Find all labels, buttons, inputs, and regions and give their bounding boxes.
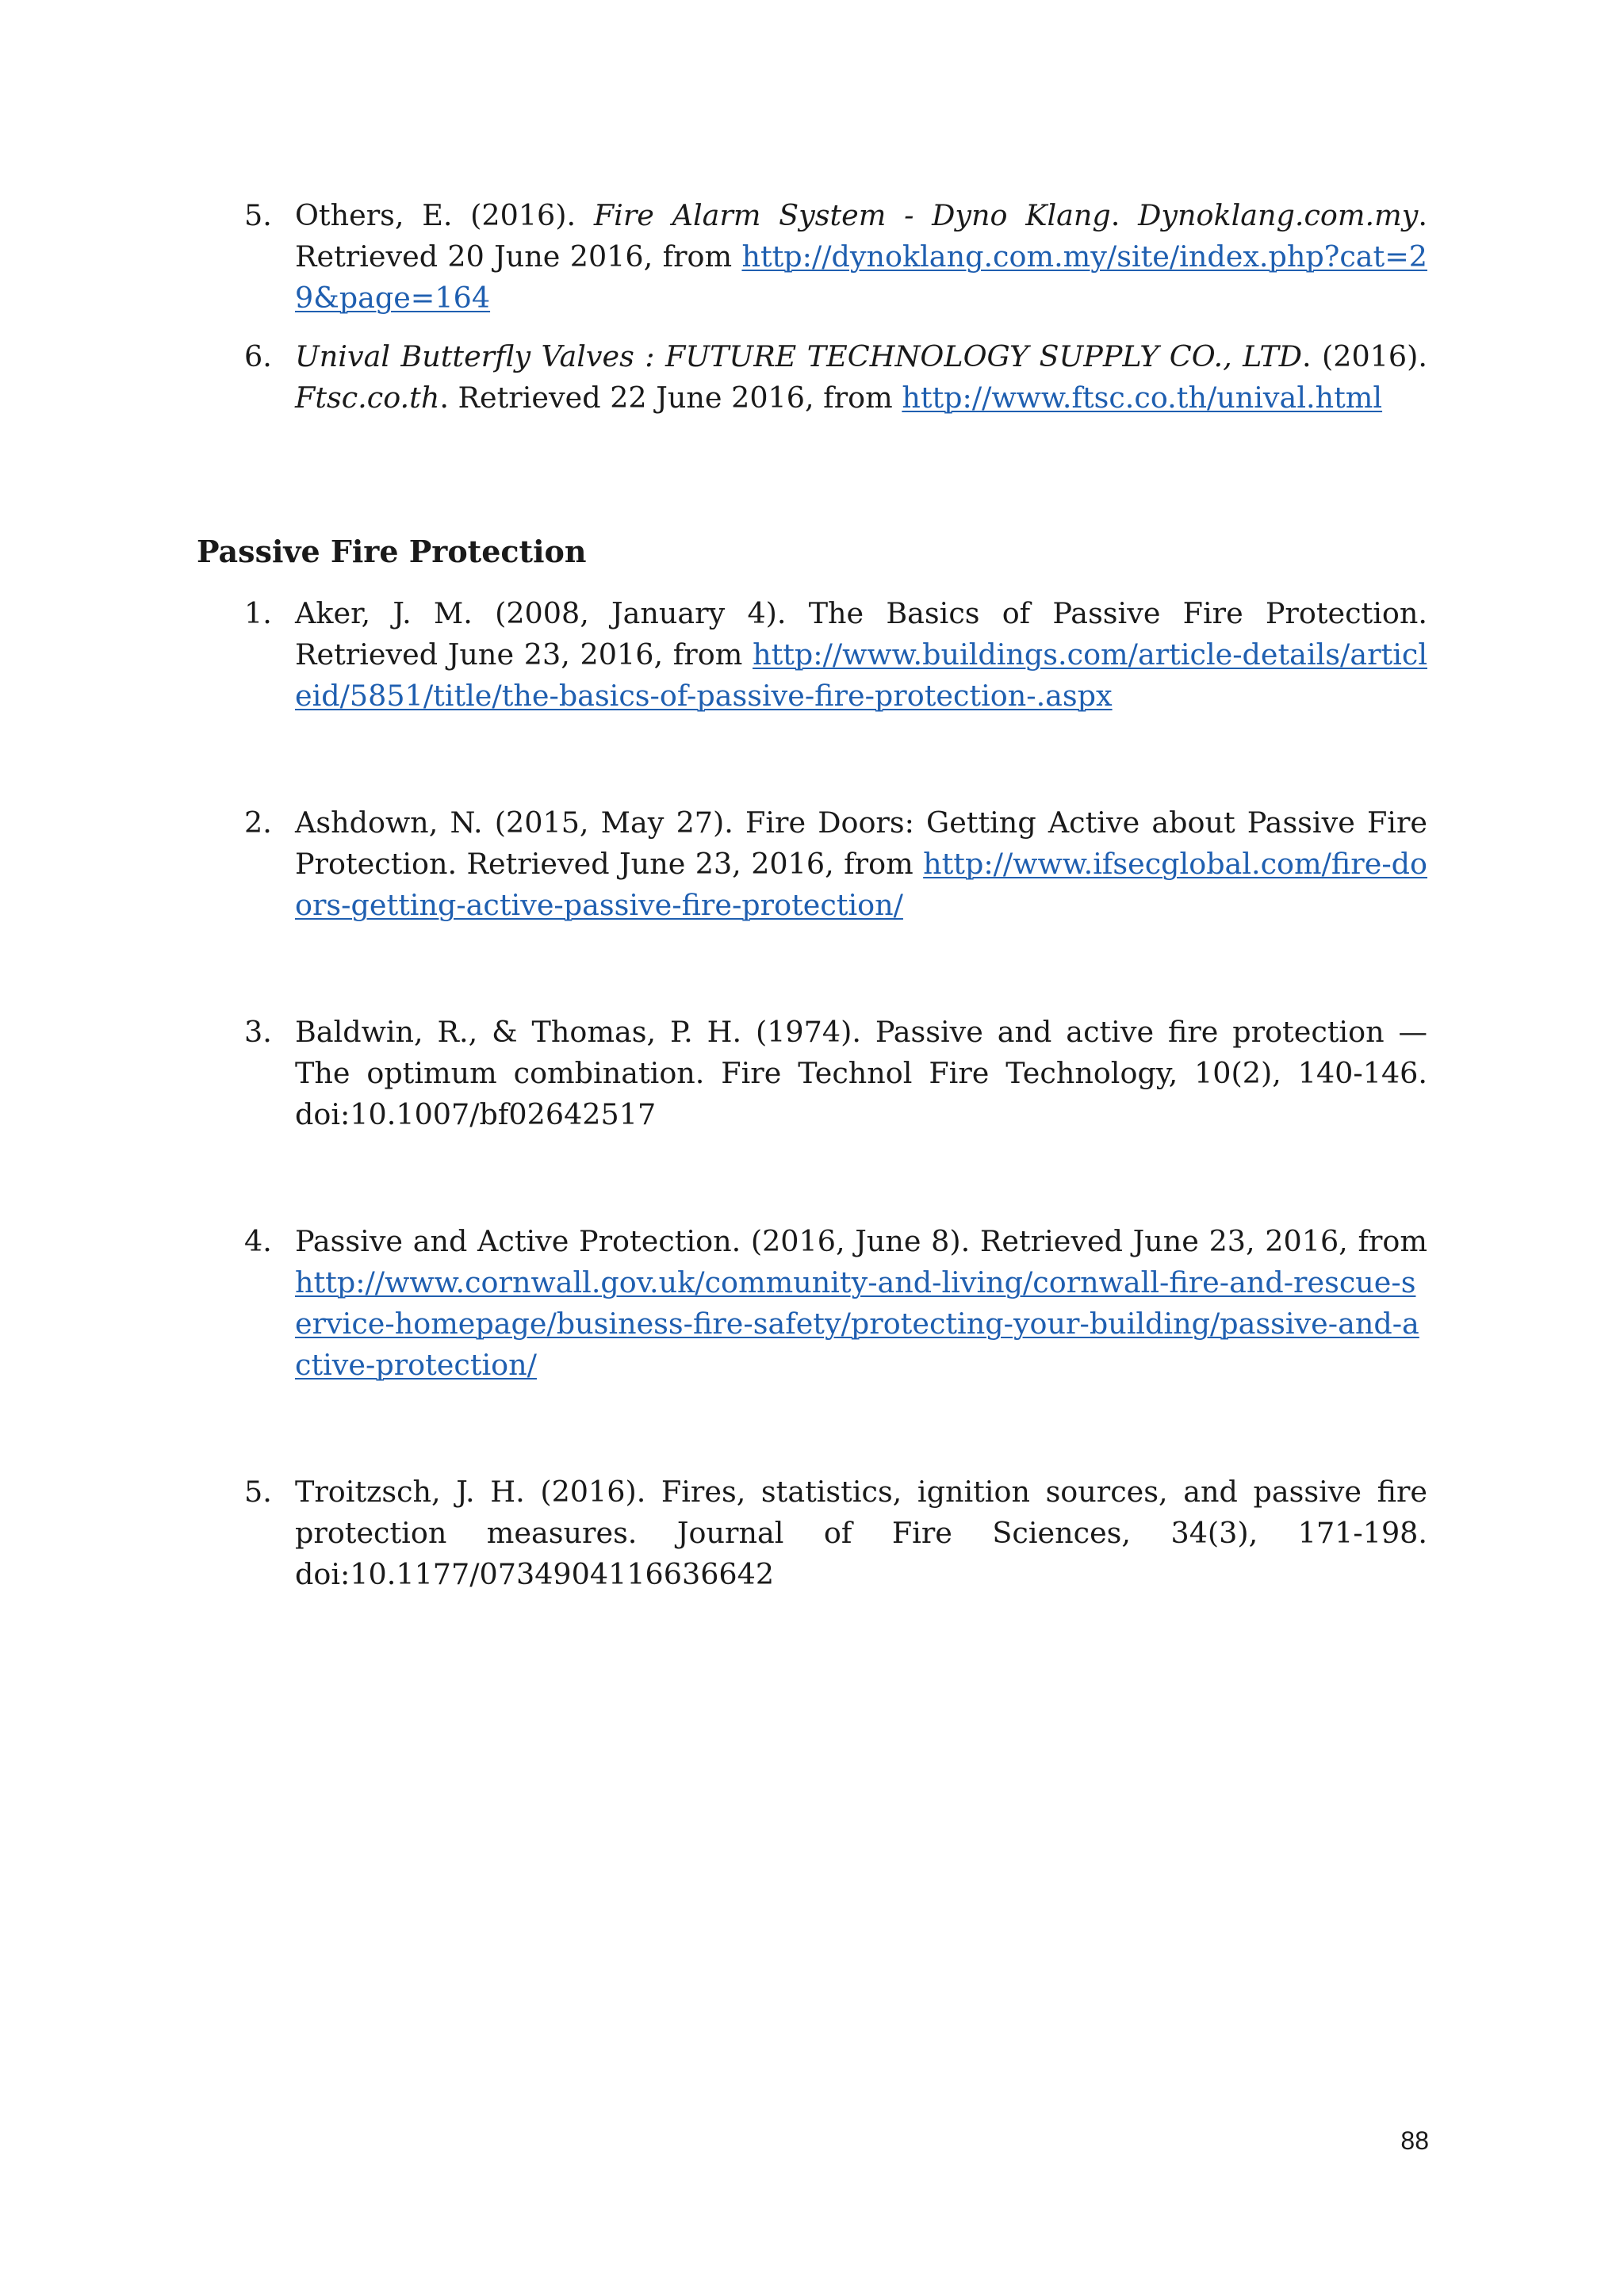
reference-text — [295, 195, 1427, 319]
reference-item — [197, 336, 1427, 419]
reference-year: . (2016). — [1302, 339, 1427, 373]
reference-number: 6. — [244, 339, 272, 373]
reference-text — [295, 802, 1427, 926]
reference-retrieved: . Retrieved 20 June 2016, from — [295, 198, 1427, 274]
reference-item — [197, 802, 1427, 926]
reference-body: Baldwin, R., & Thomas, P. H. (1974). Passive and active fire protection — The optimum combination. Fire Technol Fire Technology, 10(2), 140-146. doi:10.1007/bf02642517 — [295, 1015, 1427, 1131]
reference-item — [197, 195, 1427, 319]
reference-source: Dynoklang.com.my — [1138, 198, 1419, 232]
reference-number: 2. — [244, 806, 272, 840]
reference-item — [197, 1221, 1427, 1386]
reference-body: Passive and Active Protection. (2016, June 8). Retrieved June 23, 2016, from — [295, 1224, 1427, 1258]
reference-body: Aker, J. M. (2008, January 4). The Basics of Passive Fire Protection. Retrieved June 23, 2016, from — [295, 596, 1427, 672]
reference-body: Ashdown, N. (2015, May 27). Fire Doors: Getting Active about Passive Fire Protection. Retrieved June 23, 2016, from — [295, 806, 1427, 881]
page-number: 88 — [1400, 2126, 1429, 2155]
reference-item — [197, 1012, 1427, 1135]
reference-text — [295, 336, 1427, 419]
reference-body: Troitzsch, J. H. (2016). Fires, statistics, ignition sources, and passive fire protection measures. Journal of Fire Sciences, 34(3), 171-198. doi:10.1177/0734904116636642 — [295, 1475, 1427, 1591]
reference-retrieved: . Retrieved 22 June 2016, from — [439, 381, 902, 415]
section-heading: Passive Fire Protection — [197, 534, 587, 569]
reference-text — [295, 1221, 1427, 1386]
reference-text — [295, 593, 1427, 717]
reference-title: Unival Butterfly Valves : FUTURE TECHNOLOGY SUPPLY CO., LTD — [295, 339, 1303, 373]
reference-author: Others, E. (2016). — [295, 198, 594, 232]
reference-text — [295, 1471, 1427, 1595]
reference-item — [197, 1471, 1427, 1595]
reference-link[interactable]: http://www.ifsecglobal.com/fire-doors-getting-active-passive-fire-protection/ — [295, 847, 1427, 922]
reference-link[interactable]: http://www.ftsc.co.th/unival.html — [902, 381, 1383, 415]
reference-link[interactable]: http://www.buildings.com/article-details/articleid/5851/title/the-basics-of-passive-fire-protection-.aspx — [295, 637, 1427, 713]
reference-item — [197, 593, 1427, 717]
reference-link[interactable]: http://dynoklang.com.my/site/index.php?cat=29&page=164 — [295, 239, 1427, 315]
reference-source: Ftsc.co.th — [295, 381, 440, 415]
reference-number: 5. — [244, 198, 272, 232]
reference-separator: . — [1110, 198, 1139, 232]
reference-number: 1. — [244, 596, 272, 630]
reference-text — [295, 1012, 1427, 1135]
reference-number: 4. — [244, 1224, 272, 1258]
reference-link[interactable]: http://www.cornwall.gov.uk/community-and-living/cornwall-fire-and-rescue-service-homepage/business-fire-safety/protecting-your-building/passive-and-active-protection/ — [295, 1265, 1419, 1382]
reference-title: Fire Alarm System - Dyno Klang — [593, 198, 1111, 232]
reference-number: 5. — [244, 1475, 272, 1509]
reference-number: 3. — [244, 1015, 272, 1049]
